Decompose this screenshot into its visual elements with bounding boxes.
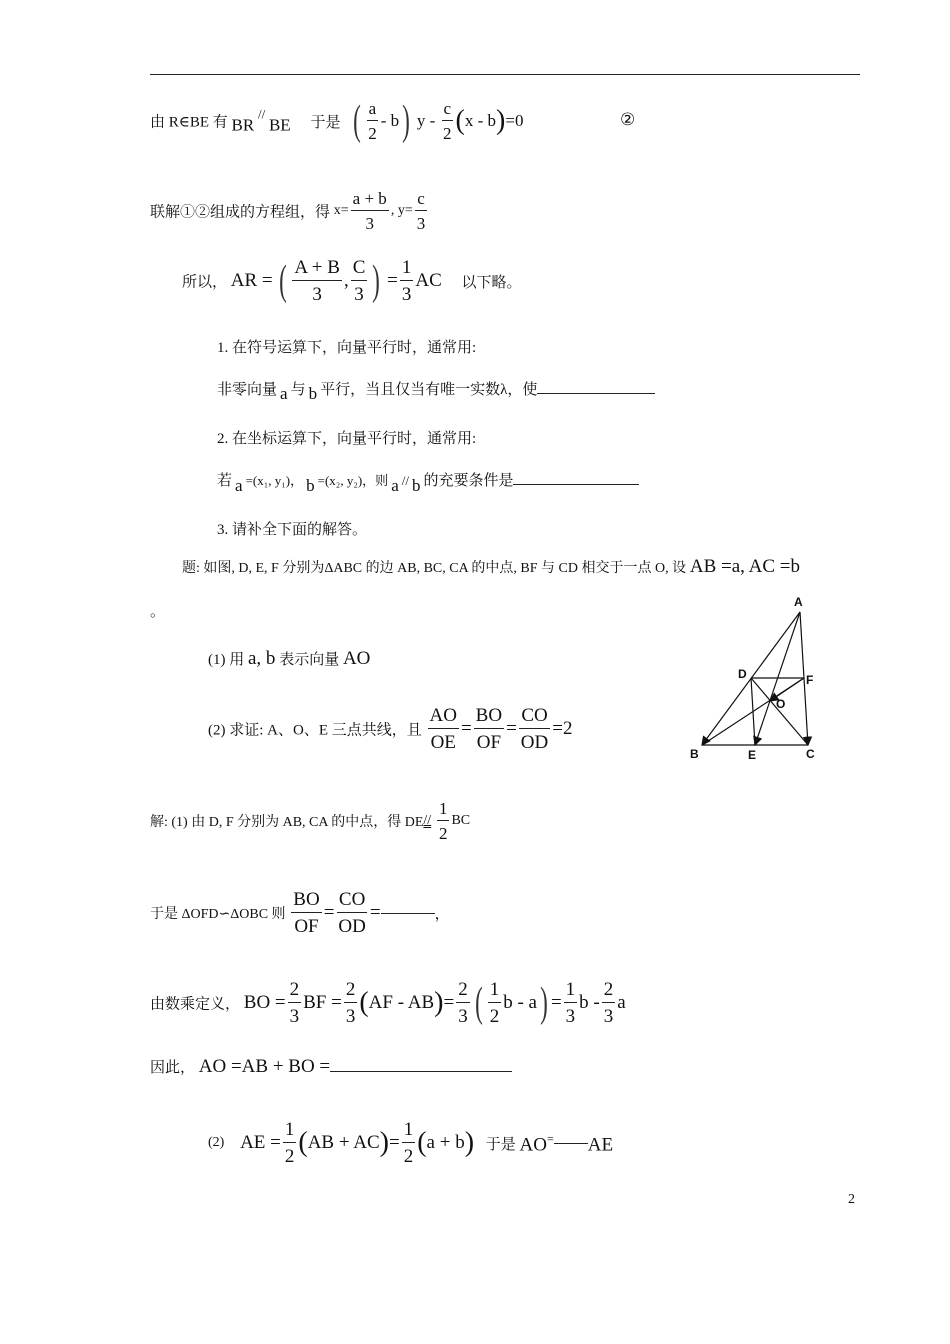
item-3-title: 3. 请补全下面的解答。 [217, 522, 368, 538]
solution-2: 于是 ΔOFD∽ΔOBC 则 $\frac{BO}{OF}$ = $\frac{CO}{OD}$ = ， [150, 889, 450, 937]
label-e: E [748, 748, 757, 762]
line-3: 所以， AR = ( $\frac{A + B}{3}$ , $\frac{C}{3}$ ) = $\frac{1}{3}$ AC 以下略。 [182, 257, 522, 305]
solution-4: 因此， AO =AB + BO = [150, 1056, 512, 1078]
answer-blank[interactable] [537, 392, 655, 394]
answer-blank[interactable] [554, 1142, 588, 1144]
answer-blank[interactable] [330, 1070, 512, 1072]
header-rule [150, 74, 860, 75]
text: 由 R∈BE 有 [150, 114, 228, 131]
label-c: C [806, 747, 815, 761]
text: 以下略。 [461, 274, 522, 291]
text: 于是 [310, 114, 341, 131]
page-number: 2 [848, 1192, 855, 1207]
fraction: $\frac{a + b}{3}$ [352, 189, 387, 233]
item-1-title: 1. 在符号运算下，向量平行时，通常用: [217, 340, 477, 356]
answer-blank[interactable] [381, 912, 435, 914]
question-1: (1) 用 a, b 表示向量 AO [208, 648, 371, 669]
fraction: $\frac{a}{2}$ [368, 99, 377, 143]
line-2: 联解①②组成的方程组，得 x= $\frac{a + b}{3}$ , y= $\frac{c}{3}$ [150, 189, 426, 233]
label-b: B [690, 747, 699, 761]
solution-5: (2) AE = $\frac{1}{2}$ (AB + AC)= $\frac{1}{2}$ (a + b) 于是 AO= AE [208, 1119, 614, 1167]
vec-br: BR [231, 115, 255, 135]
label-d: D [738, 667, 747, 681]
text: 。 [150, 604, 166, 620]
problem-statement: 题: 如图, D, E, F 分别为ΔABC 的边 AB, BC, CA 的中点, BF 与 CD 相交于一点 O, 设 AB =a, AC =b [182, 556, 800, 577]
item-1-line: 非零向量 a 与 b 平行，当且仅当有唯一实数λ，使 [217, 378, 655, 404]
solution-1: 解: (1) 由 D, F 分别为 AB, CA 的中点，得 DE// $\frac{1}{2}$ BC [150, 799, 471, 843]
text: 所以， [182, 274, 228, 291]
label-o: O [776, 697, 786, 711]
triangle-figure [680, 592, 860, 772]
text: 联解①②组成的方程组，得 [150, 204, 331, 221]
equation-number: ② [620, 110, 636, 129]
segment-cd [751, 678, 808, 745]
line-1: 由 R∈BE 有 BR // BE 于是 ( $\frac{a}{2}$ - b) y - $\frac{c}{2}$ (x - b)=0 [150, 98, 524, 144]
vec-be: BE [268, 115, 291, 135]
item-2-line: 若 a =(x₁, y₁)， b =(x₂, y₂)，则 a // b 的充要条件是 [217, 469, 639, 496]
solution-3: 由数乘定义， BO = $\frac{2}{3}$ BF = $\frac{2}{3}$ (AF - AB)= $\frac{2}{3}$ ( $\frac{1}{2}$ b - a) = $\frac{1}{3}$ b - $\frac{2}{3}$ a [150, 979, 626, 1027]
parallel-symbol: // [257, 106, 266, 122]
segment-de [751, 678, 755, 745]
label-a: A [794, 595, 803, 609]
label-f: F [806, 673, 814, 687]
answer-blank[interactable] [513, 483, 639, 485]
item-2-title: 2. 在坐标运算下，向量平行时，通常用: [217, 431, 477, 447]
fraction: $\frac{c}{2}$ [443, 99, 452, 143]
fraction: $\frac{c}{3}$ [416, 189, 426, 233]
question-2: (2) 求证: A、O、E 三点共线，且 $\frac{AO}{OE}$ = $\frac{BO}{OF}$ = $\frac{CO}{OD}$ =2 [208, 705, 573, 753]
